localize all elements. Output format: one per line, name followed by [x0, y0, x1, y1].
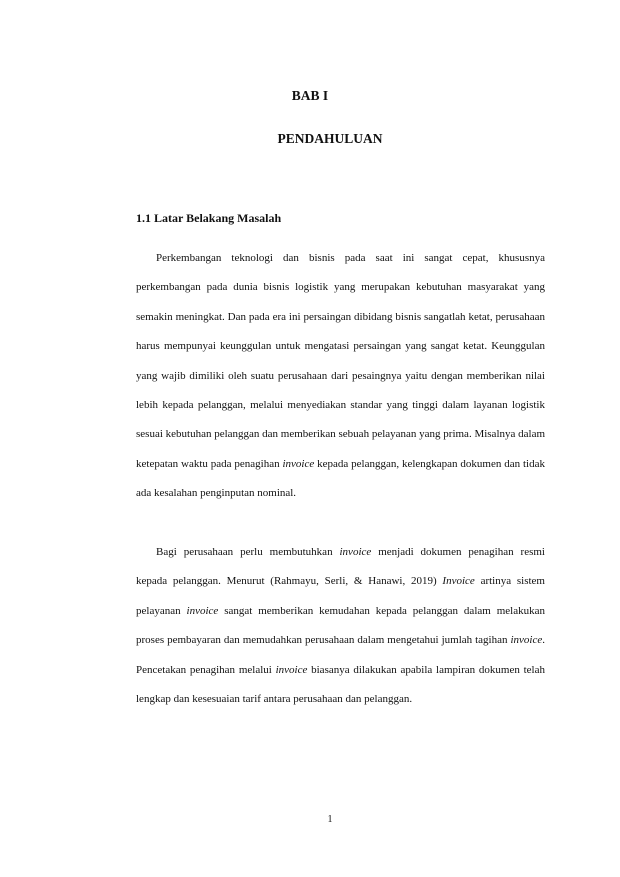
section-heading: 1.1 Latar Belakang Masalah [136, 211, 282, 225]
paragraph-2-text-5: . Pencetakan penagihan melalui [136, 634, 545, 676]
paragraph-1 [136, 244, 545, 509]
paragraph-1-text-1: Perkembangan teknologi dan bisnis pada saat ini sangat cepat, khususnya perkembangan pada dunia bisnis logistik yang merupakan kebutuhan masyarakat yang semakin meningkat. Dan pada era ini persaingan dibidang bisnis sangatlah ketat, perusahaan harus mempunyai keunggulan untuk mengatasi persaingan yang sangat ketat. Keunggulan yang wajib dimiliki oleh suatu perusahaan dari pesaingnya yaitu dengan memberikan nilai lebih kepada pelanggan, melalui menyediakan standar yang tinggi dalam layanan logistik sesuai kebutuhan pelanggan dan memberikan sebuah pelayanan yang prima. Misalnya dalam ketepatan waktu pada penagihan [136, 252, 546, 470]
paragraph-2-italic-1: invoice [339, 546, 372, 558]
paragraph-2-text-1: Bagi perusahaan perlu membutuhkan [156, 546, 340, 558]
paragraph-2-italic-3: invoice [186, 604, 219, 617]
paragraph-1-italic-1: invoice [282, 457, 315, 470]
paragraph-2-text-6: biasanya dilakukan apabila lampiran dokumen telah lengkap dan kesesuaian tarif antara perusahaan dan pelanggan. [136, 663, 545, 706]
paragraph-2-italic-5: invoice [275, 663, 308, 676]
paragraph-2 [136, 538, 545, 714]
page-number: 1 [327, 814, 333, 825]
paragraph-2-text-4: sangat memberikan kemudahan kepada pelanggan dalam melakukan proses pembayaran dan memudahkan perusahaan dalam mengetahui jumlah tagihan [136, 604, 545, 647]
paragraph-1-text-2: kepada pelanggan, kelengkapan dokumen dan tidak ada kesalahan penginputan nominal. [136, 457, 545, 500]
paragraph-2-italic-2: Invoice [442, 575, 475, 588]
chapter-title: PENDAHULUAN [277, 131, 383, 146]
paragraph-2-text-3: artinya sistem pelayanan [136, 575, 545, 617]
chapter-number: BAB I [291, 88, 329, 103]
paragraph-2-text-2: menjadi dokumen penagihan resmi kepada pelanggan. Menurut (Rahmayu, Serli, & Hanawi, 2019) [136, 546, 545, 588]
paragraph-2-italic-4: invoice [510, 634, 543, 647]
